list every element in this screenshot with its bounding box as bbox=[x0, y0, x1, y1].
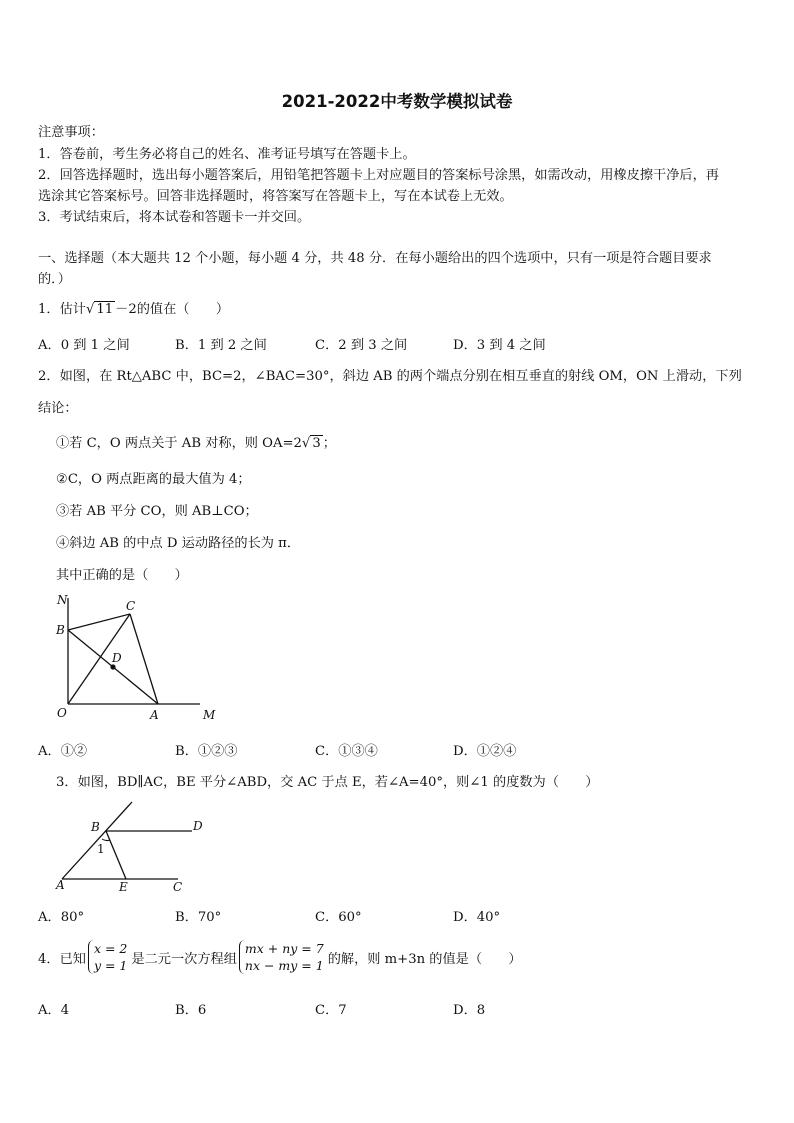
q1-option-b[interactable]: B．1 到 2 之间 bbox=[175, 338, 267, 353]
segment-ca bbox=[130, 614, 158, 704]
q2-s1-coef: 2 bbox=[293, 436, 302, 451]
q2-s1-prefix: ①若 C，O 两点关于 AB 对称，则 OA= bbox=[56, 436, 294, 451]
q1-options bbox=[0, 334, 794, 352]
q1-prefix: 1．估计 bbox=[38, 302, 86, 317]
q4-option-b[interactable]: B．6 bbox=[175, 1003, 207, 1018]
q2-s1-radicand: 3 bbox=[312, 436, 321, 451]
q1-option-d[interactable]: D．3 到 4 之间 bbox=[453, 338, 546, 353]
label-d: D bbox=[112, 651, 122, 665]
notice-item-1: 1．答卷前，考生务必将自己的姓名、准考证号填写在答题卡上。 bbox=[38, 147, 416, 162]
sqrt-sign: √ bbox=[301, 436, 311, 451]
q3-option-a[interactable]: A．80° bbox=[38, 910, 85, 925]
section-header-line2: 的．） bbox=[38, 272, 71, 287]
q2-stem-line2: 结论： bbox=[38, 401, 78, 416]
q3-stem: 3．如图，BD∥AC，BE 平分∠ABD，交 AC 于点 E，若∠A=40°，则∠1 的度数为（ ） bbox=[56, 775, 599, 790]
label-o: O bbox=[57, 706, 67, 720]
notice-item-2a: 2．回答选择题时，选出每小题答案后，用铅笔把答题卡上对应题目的答案标号涂黑，如需改动，用橡皮擦干净后，再 bbox=[38, 168, 719, 183]
q3-figure bbox=[50, 794, 210, 894]
q4-sol-y: y = 1 bbox=[93, 958, 128, 973]
label-b: B bbox=[91, 820, 100, 834]
q2-figure bbox=[50, 590, 225, 725]
question-1 bbox=[38, 298, 229, 317]
label-n: N bbox=[57, 593, 68, 607]
q4-solution-system bbox=[88, 940, 129, 974]
sqrt-sign: √ bbox=[85, 302, 95, 317]
q1-minus: －2 bbox=[115, 302, 137, 317]
q4-eq-2: nx − my = 1 bbox=[244, 958, 324, 973]
q2-statement-4: ④斜边 AB 的中点 D 运动路径的长为 π． bbox=[56, 536, 301, 551]
q2-s1-end: ； bbox=[322, 436, 336, 451]
q4-suffix: 的解，则 m+3n 的值是（ ） bbox=[327, 951, 522, 967]
q2-option-d[interactable]: D．①②④ bbox=[453, 744, 517, 759]
q2-option-b[interactable]: B．①②③ bbox=[175, 744, 238, 759]
q4-prefix: 4．已知 bbox=[38, 951, 86, 967]
q2-option-c[interactable]: C．①③④ bbox=[315, 744, 378, 759]
label-b: B bbox=[56, 623, 65, 637]
label-d: D bbox=[193, 819, 203, 833]
q2-statement-1 bbox=[56, 432, 336, 451]
q2-stem-line1: 2．如图，在 Rt△ABC 中，BC=2，∠BAC=30°，斜边 AB 的两个端点分别在相互垂直的射线 OM，ON 上滑动，下列 bbox=[38, 369, 742, 384]
q3-options bbox=[0, 906, 794, 924]
q4-mid: 是二元一次方程组 bbox=[131, 951, 237, 967]
q1-suffix: 的值在（ ） bbox=[136, 302, 230, 317]
section-header-line1: 一、选择题（本大题共 12 个小题，每小题 4 分，共 48 分．在每小题给出的四个选项中，只有一项是符合题目要求 bbox=[38, 251, 712, 266]
q1-option-c[interactable]: C．2 到 3 之间 bbox=[315, 338, 408, 353]
notice-heading: 注意事项： bbox=[38, 125, 104, 140]
q2-options bbox=[0, 740, 794, 758]
q4-eq-1: mx + ny = 7 bbox=[244, 941, 324, 956]
q2-statement-2: ②C，O 两点距离的最大值为 4； bbox=[56, 472, 251, 487]
label-c: C bbox=[173, 880, 183, 894]
q2-option-a[interactable]: A．①② bbox=[38, 744, 88, 759]
line-be bbox=[106, 831, 126, 879]
label-m: M bbox=[203, 708, 216, 722]
q4-sol-x: x = 2 bbox=[93, 941, 128, 956]
label-a: A bbox=[56, 878, 65, 892]
q3-option-d[interactable]: D．40° bbox=[453, 910, 501, 925]
q2-ask: 其中正确的是（ ） bbox=[56, 568, 188, 583]
label-c: C bbox=[126, 599, 136, 613]
q4-option-d[interactable]: D．8 bbox=[453, 1003, 486, 1018]
q1-radicand: 11 bbox=[96, 302, 114, 317]
q4-options bbox=[0, 999, 794, 1017]
label-a: A bbox=[150, 708, 159, 722]
q3-option-b[interactable]: B．70° bbox=[175, 910, 222, 925]
notice-item-3: 3．考试结束后，将本试卷和答题卡一并交回。 bbox=[38, 210, 311, 225]
q4-equation-system bbox=[239, 940, 326, 974]
label-angle-1: 1 bbox=[97, 842, 105, 856]
label-e: E bbox=[119, 880, 128, 894]
midpoint-d bbox=[110, 664, 115, 669]
q4-option-c[interactable]: C．7 bbox=[315, 1003, 347, 1018]
q3-option-c[interactable]: C．60° bbox=[315, 910, 362, 925]
q1-option-a[interactable]: A．0 到 1 之间 bbox=[38, 338, 130, 353]
q4-option-a[interactable]: A．4 bbox=[38, 1003, 70, 1018]
q2-statement-3: ③若 AB 平分 CO，则 AB⊥CO； bbox=[56, 504, 258, 519]
question-4 bbox=[38, 940, 522, 974]
page-title: 2021-2022中考数学模拟试卷 bbox=[281, 92, 513, 111]
notice-item-2b: 选涂其它答案标号。回答非选择题时，将答案写在答题卡上，写在本试卷上无效。 bbox=[38, 189, 513, 204]
